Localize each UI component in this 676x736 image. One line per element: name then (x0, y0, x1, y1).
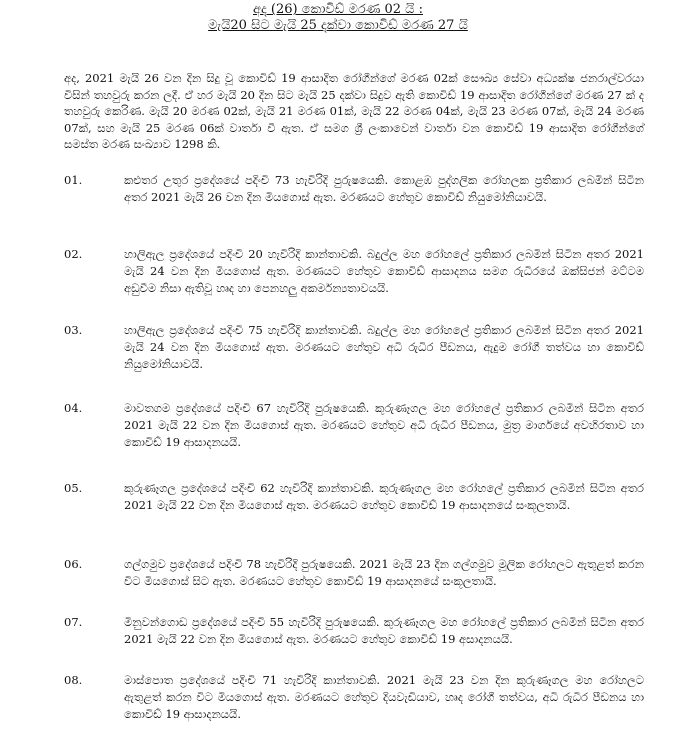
item-number: 05. (64, 481, 83, 495)
item-number: 08. (64, 673, 83, 687)
item-number: 07. (64, 615, 83, 629)
item-text: මාස්පොත ප්‍රදේශයේ පදිංචි 71 හැවිරිදි කාන්තාවකි. 2021 මැයි 23 වන දින කුරුණෑගල මහ රෝහලට ඇතුළත් කරන විට මියගොස් ඇත. මරණයට හේතුව දියවැඩියාව, හෘද රෝගී තත්වය, අධි රුධිර පීඩනය හා කොවිඩ් 19 ආසාදනයයි. (124, 673, 644, 721)
item-text: හාලිඇල ප්‍රදේශයේ පදිංචි 75 හැවිරිදි කාන්තාවකි. බදුල්ල මහ රෝහලේ ප්‍රතිකාර ලබමින් සිටින අතර 2021 මැයි 24 වන දින මියගොස් ඇත. මරණයට හේතුව අධි රුධිර පීඩනය, ඇදුම රෝගී තත්වය හා කොවිඩ් නියුමෝනියාවයි. (124, 323, 644, 371)
item-text: හාලිඇල ප්‍රදේශයේ පදිංචි 20 හැවිරිදි කාන්තාවකි. බදුල්ල මහ රෝහලේ ප්‍රතිකාර ලබමින් සිටින අතර 2021 මැයි 24 වන දින මියගොස් ඇත. මරණයට හේතුව කොවිඩ් ආසාදනය සමග රුධිරයේ ඔක්සිජන් මට්ටම අඩුවීම නිසා ඇතිවූ හෘද හා පෙනහලු අකර්මන්‍යතාවයයි. (124, 247, 644, 295)
item-text: මිනුවන්ගොඩ ප්‍රදේශයේ පදිංචි 55 හැවිරිදි පුරුෂයෙකි. කුරුණෑගල මහ රෝහලේ ප්‍රතිකාර ලබමින් සිටින අතර 2021 මැයි 22 වන දින මියගොස් ඇත. මරණයට හේතුව කොවිඩ් 19 අසාදනයයි. (124, 615, 644, 646)
document-title: අද (26) කොවිඩ් මරණ 02 යි : (253, 2, 423, 17)
document-subtitle: මැයි20 සිට මැයි 25 දක්වා කොවිඩ් මරණ 27 යි (208, 18, 468, 33)
item-text: ගල්ගමුව ප්‍රදේශයේ පදිංචි 78 හැවිරිදි පුරුෂයෙකි. 2021 මැයි 23 දින ගල්ගමුව මූලික රෝහලට ඇතුළත් කරන විට මියගොස් සිට ඇත. මරණයට හේතුව කොවිඩ් 19 ආසාදනයේ සංකූලතායි. (124, 557, 644, 588)
item-number: 01. (64, 173, 83, 187)
item-number: 06. (64, 557, 83, 571)
item-number: 04. (64, 401, 83, 415)
item-text: කුරුණෑගල ප්‍රදේශයේ පදිංචි 62 හැවිරිදි කාන්තාවකි. කුරුණෑගල මහ රෝහලේ ප්‍රතිකාර ලබමින් සිටින අතර 2021 මැයි 22 වන දින මියගොස් ඇත. මරණයට හේතුව කොවිඩ් 19 ආසාදනයේ සංකූලතායි. (124, 481, 644, 512)
item-text: මාවතගම ප්‍රදේශයේ පදිංචි 67 හැවිරිදි පුරුෂයෙකි. කුරුණෑගල මහ රෝහලේ ප්‍රතිකාර ලබමින් සිටින අතර 2021 මැයි 22 වන දින මියගොස් ඇත. මරණයට හේතුව අධි රුධිර පීඩනය, මුත්‍ර මාර්ගයේ අවහිරතාව හා කොවිඩ් 19 ආසාදනයයි. (124, 401, 644, 449)
item-number: 02. (64, 247, 83, 261)
item-number: 03. (64, 323, 83, 337)
item-text: කළුතර උතුර ප්‍රදේශයේ පදිංචි 73 හැවිරිදි පුරුෂයෙකි. කොළඹ පුද්ගලික රෝහලක ප්‍රතිකාර ලබමින් සිටින අතර 2021 මැයි 26 වන දින මියගොස් ඇත. මරණයට හේතුව කොවිඩ් නියුමෝනියාවයි. (124, 173, 644, 204)
intro-paragraph: අද, 2021 මැයි 26 වන දින සිදු වූ කොවිඩ් 19 ආසාදිත රෝගීන්ගේ මරණ 02ක් සෞඛ්‍ය සේවා අධ්‍යක්ෂ ජනරාල්වරයා විසින් තහවුරු කරන ලදී. ඒ හර මැයි 20 දින සිට මැයි 25 දක්වා සිදුව ඇති කොවිඩ් 19 ආසාදිත රෝගීන්ගේ මරණ 27 ක් ද තහවුරු කෙරිණ. මැයි 20 මරණ 02ක්, මැයි 21 මරණ 01ක්, මැයි 22 මරණ 04ක්, මැයි 23 මරණ 07ක්, මැයි 24 මරණ 07ක්, සහ මැයි 25 මරණ 06ක් වාර්තා වී ඇත. ඒ සමග ශ්‍රී ලංකාවෙන් වාර්තා වන කොවිඩ් 19 ආසාදිත රෝගීන්ගේ සමස්ත මරණ සංඛ්‍යාව 1298 කි. (64, 71, 644, 151)
